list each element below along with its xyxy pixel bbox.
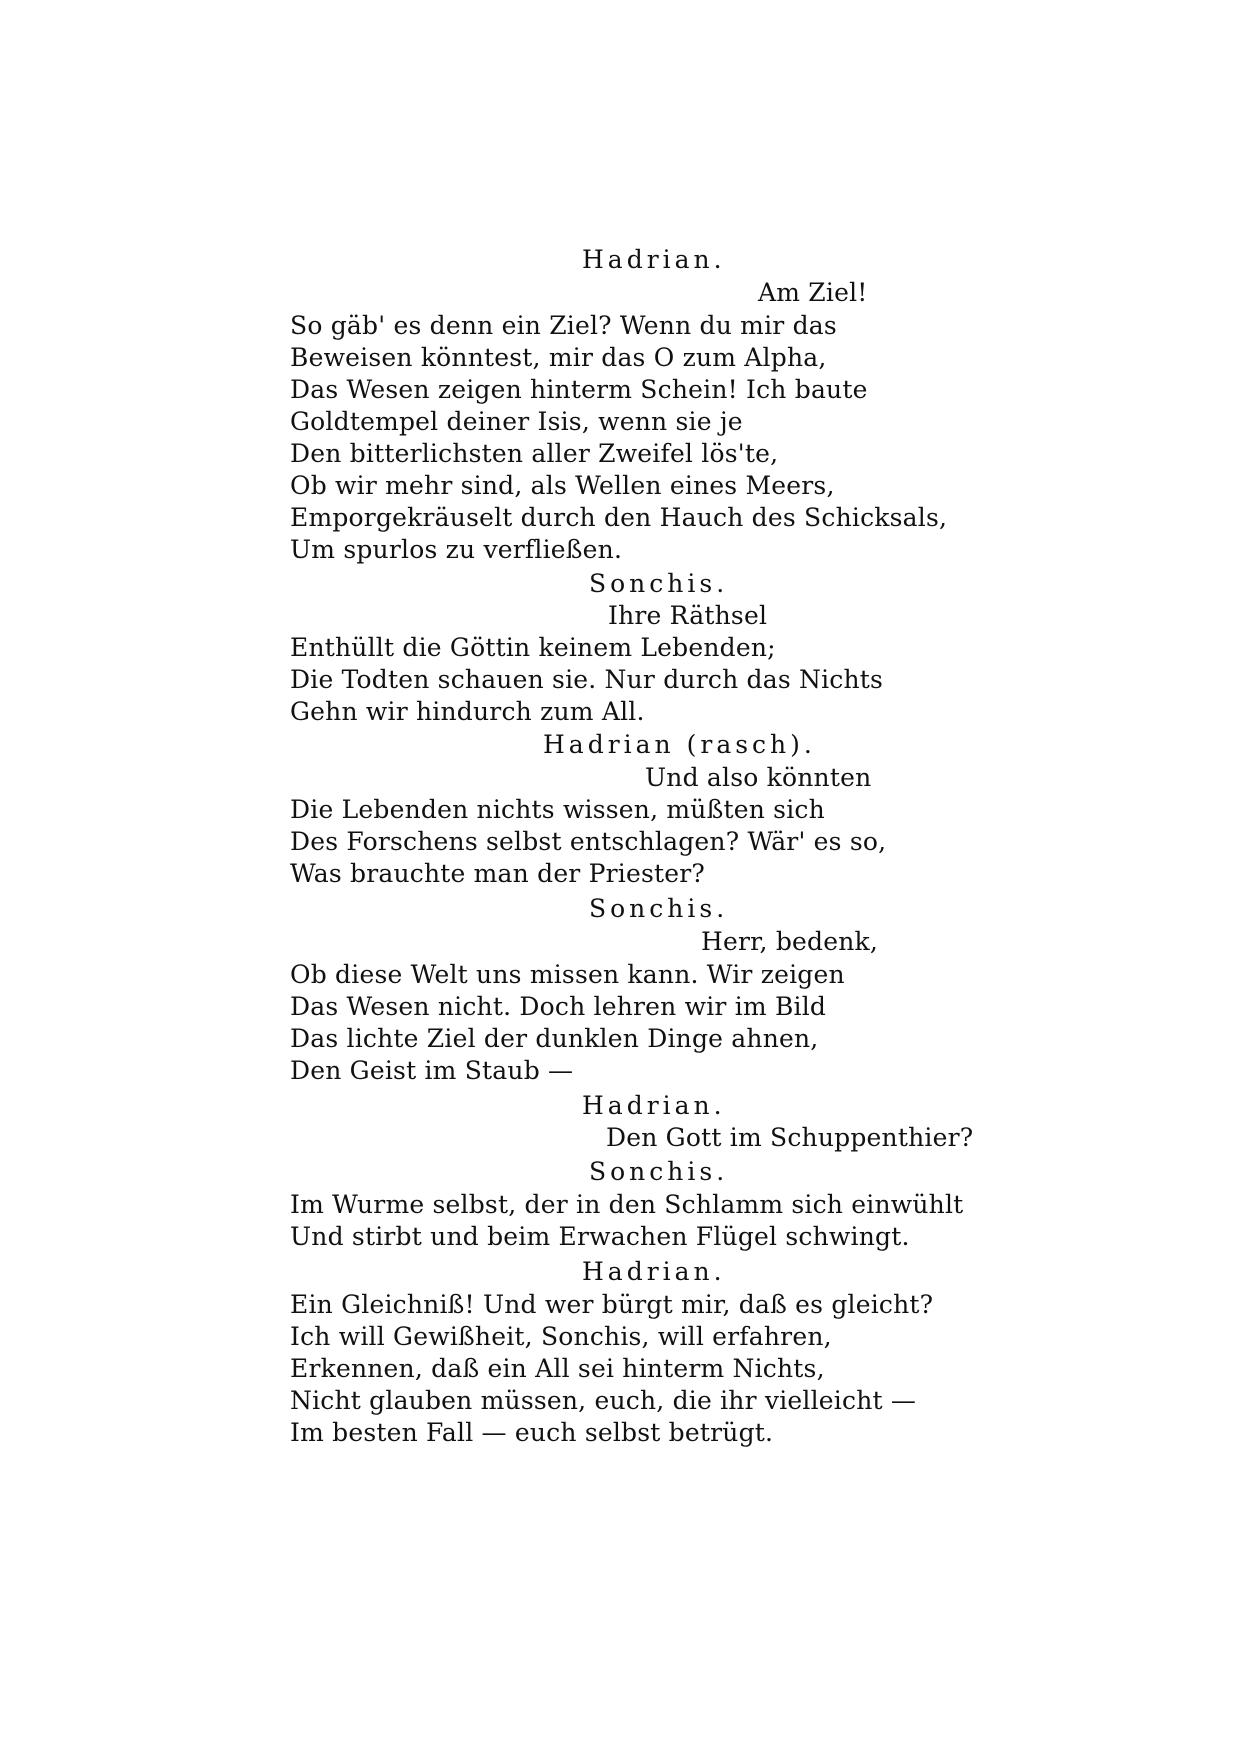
verse-line: Ihre Räthsel bbox=[608, 601, 768, 630]
verse-line: Und stirbt und beim Erwachen Flügel schwingt. bbox=[290, 1222, 910, 1251]
verse-line: Das Wesen nicht. Doch lehren wir im Bild bbox=[290, 992, 827, 1021]
verse-line: Ob wir mehr sind, als Wellen eines Meers, bbox=[290, 471, 835, 500]
verse-line: Am Ziel! bbox=[758, 278, 868, 307]
verse-line: Herr, bedenk, bbox=[701, 927, 879, 956]
verse-line: Im Wurme selbst, der in den Schlamm sich einwühlt bbox=[290, 1190, 964, 1219]
verse-line: Goldtempel deiner Isis, wenn sie je bbox=[290, 407, 743, 436]
verse-line: Ich will Gewißheit, Sonchis, will erfahren, bbox=[290, 1322, 832, 1351]
speaker-sonchis: Sonchis. bbox=[589, 569, 729, 598]
verse-line: Das lichte Ziel der dunklen Dinge ahnen, bbox=[290, 1024, 819, 1053]
speaker-hadrian: Hadrian. bbox=[582, 1257, 726, 1286]
speaker-hadrian: Hadrian. bbox=[582, 1091, 726, 1120]
verse-line: Erkennen, daß ein All sei hinterm Nichts, bbox=[290, 1354, 825, 1383]
speaker-hadrian: Hadrian (rasch). bbox=[543, 730, 816, 759]
verse-line: Gehn wir hindurch zum All. bbox=[290, 697, 645, 726]
verse-line: So gäb' es denn ein Ziel? Wenn du mir das bbox=[290, 311, 837, 340]
verse-line: Enthüllt die Göttin keinem Lebenden; bbox=[290, 633, 776, 662]
verse-line: Des Forschens selbst entschlagen? Wär' es so, bbox=[290, 827, 887, 856]
verse-line: Und also könnten bbox=[645, 763, 872, 792]
speaker-sonchis: Sonchis. bbox=[589, 1157, 729, 1186]
verse-line: Die Lebenden nichts wissen, müßten sich bbox=[290, 795, 825, 824]
verse-line: Ob diese Welt uns missen kann. Wir zeigen bbox=[290, 960, 845, 989]
verse-line: Ein Gleichniß! Und wer bürgt mir, daß es gleicht? bbox=[290, 1290, 934, 1319]
verse-line: Den Gott im Schuppenthier? bbox=[606, 1123, 974, 1152]
verse-line: Das Wesen zeigen hinterm Schein! Ich baute bbox=[290, 375, 868, 404]
speaker-hadrian: Hadrian. bbox=[582, 245, 726, 274]
speaker-sonchis: Sonchis. bbox=[589, 894, 729, 923]
verse-line: Um spurlos zu verfließen. bbox=[290, 535, 623, 564]
verse-line: Den Geist im Staub — bbox=[290, 1056, 574, 1085]
verse-line: Beweisen könntest, mir das O zum Alpha, bbox=[290, 343, 827, 372]
verse-line: Im besten Fall — euch selbst betrügt. bbox=[290, 1418, 774, 1447]
verse-line: Den bitterlichsten aller Zweifel lös'te, bbox=[290, 439, 779, 468]
verse-line: Was brauchte man der Priester? bbox=[290, 859, 705, 888]
verse-line: Die Todten schauen sie. Nur durch das Nichts bbox=[290, 665, 884, 694]
verse-line: Nicht glauben müssen, euch, die ihr vielleicht — bbox=[290, 1386, 917, 1415]
verse-line: Emporgekräuselt durch den Hauch des Schicksals, bbox=[290, 503, 948, 532]
